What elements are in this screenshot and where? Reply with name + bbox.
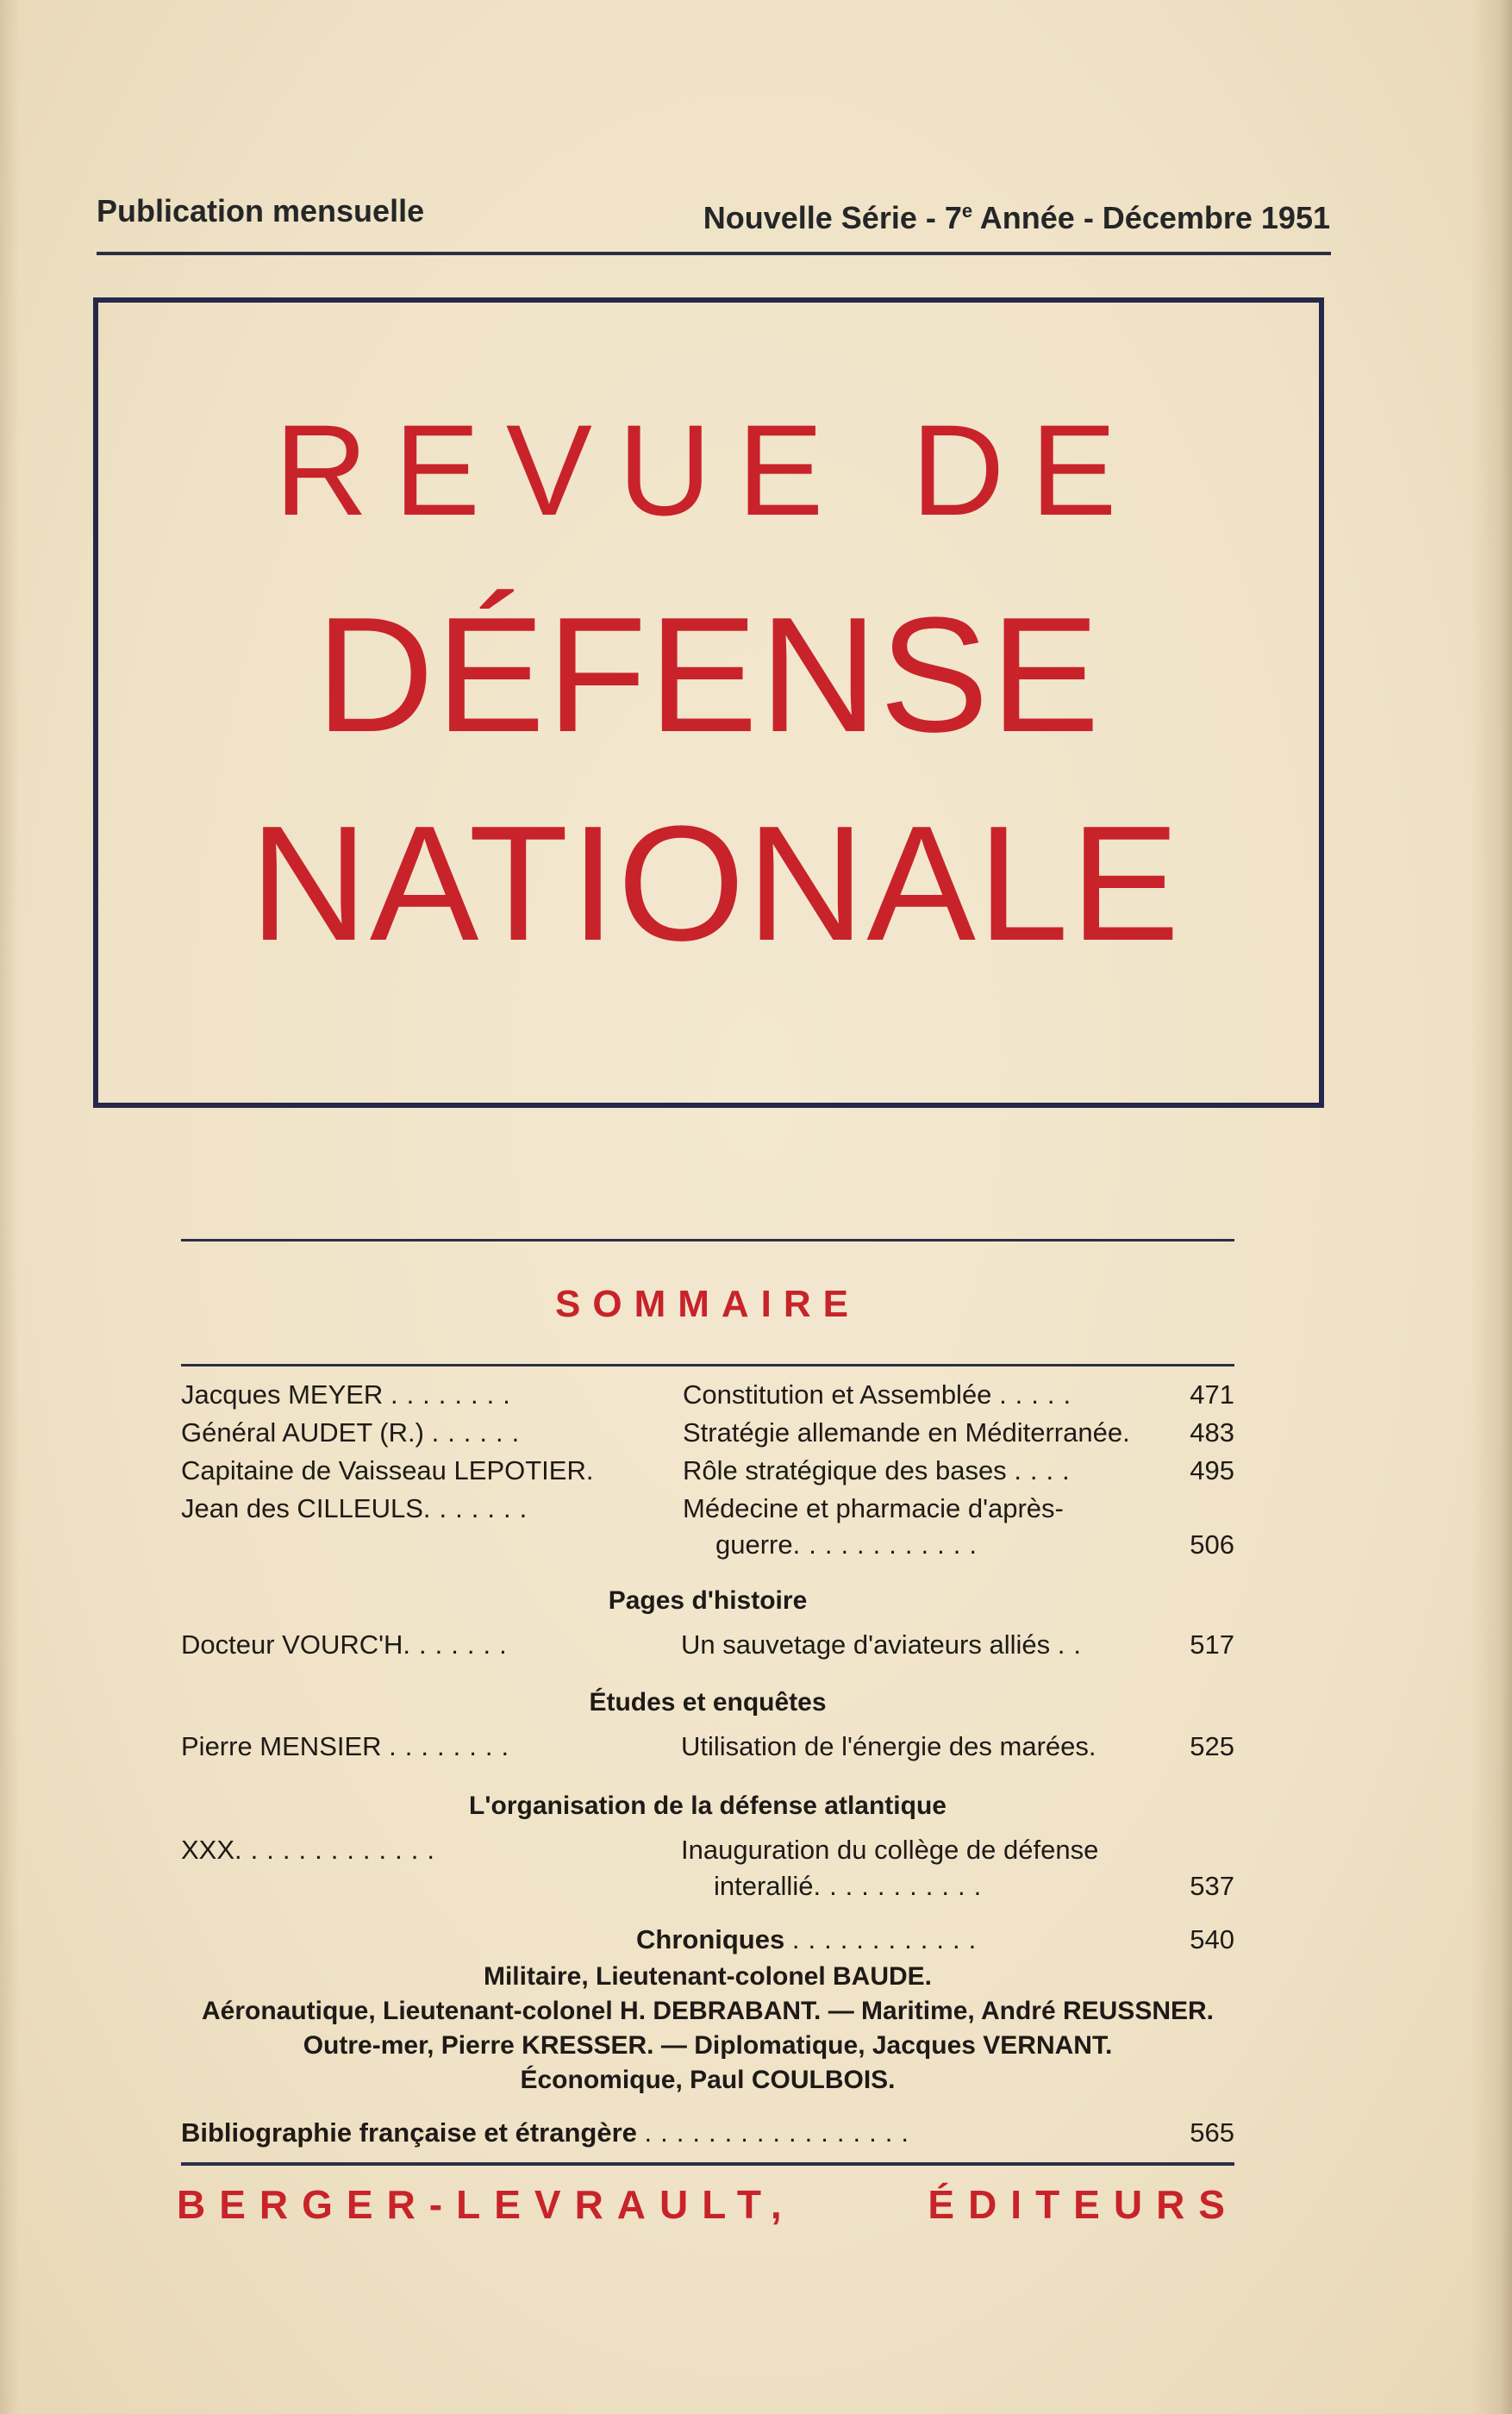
toc-article-title: Stratégie allemande en Méditerranée. bbox=[683, 1417, 1130, 1448]
toc-author-name: Jean des CILLEULS bbox=[181, 1493, 423, 1523]
issue-info-suffix: Année - Décembre 1951 bbox=[972, 200, 1330, 235]
toc-author-name: XXX bbox=[181, 1835, 235, 1865]
publisher-role: ÉDITEURS bbox=[928, 2182, 1239, 2227]
toc-author-name: Capitaine de Vaisseau LEPOTIER. bbox=[181, 1455, 594, 1485]
issue-info-prefix: Nouvelle Série - 7 bbox=[703, 200, 962, 235]
toc-entry bbox=[181, 1731, 1234, 1767]
paper-edge-shadow-right bbox=[1471, 0, 1512, 2414]
toc-page: 471 bbox=[1190, 1379, 1234, 1410]
toc-article bbox=[683, 1493, 1165, 1524]
toc-author-name: Jacques MEYER bbox=[181, 1379, 384, 1410]
toc-article bbox=[683, 1379, 1165, 1410]
leader-dots: ........ bbox=[390, 1379, 519, 1410]
chroniques-line: Militaire, Lieutenant-colonel BAUDE. bbox=[483, 1962, 933, 1991]
toc-author bbox=[181, 2117, 1155, 2148]
toc-entry bbox=[181, 1629, 1234, 1666]
toc-article bbox=[681, 1629, 1164, 1660]
leader-dots: ........ bbox=[389, 1731, 518, 1761]
section-heading-etudes: Études et enquêtes bbox=[589, 1688, 827, 1717]
issue-info-sup: e bbox=[961, 200, 973, 222]
toc-author bbox=[181, 1835, 638, 1866]
toc-page: 483 bbox=[1190, 1417, 1234, 1448]
sommaire-rule-bottom bbox=[181, 1364, 1234, 1366]
toc-entry bbox=[181, 1835, 1234, 1871]
leader-dots: ....... bbox=[403, 1629, 515, 1660]
toc-page: 537 bbox=[1190, 1871, 1234, 1901]
sommaire-rule-top bbox=[181, 1239, 1234, 1241]
leader-dots: ....... bbox=[422, 1493, 536, 1523]
leader-dots: ..... bbox=[999, 1379, 1080, 1410]
toc-article-title: Rôle stratégique des bases bbox=[683, 1455, 1007, 1485]
toc-article bbox=[683, 1455, 1165, 1486]
toc-entry bbox=[181, 1379, 1234, 1416]
toc-page: 517 bbox=[1190, 1629, 1234, 1660]
leader-dots: ............ bbox=[791, 1924, 985, 1954]
publisher-name: BERGER-LEVRAULT, bbox=[177, 2182, 796, 2227]
toc-author bbox=[181, 1417, 638, 1448]
toc-author bbox=[181, 1629, 638, 1660]
toc-entry-chroniques bbox=[181, 1924, 1234, 1961]
toc-article-title: Inauguration du collège de défense bbox=[681, 1835, 1099, 1865]
toc-entry bbox=[181, 1455, 1234, 1492]
toc-article bbox=[683, 1417, 1165, 1448]
leader-dots: ................. bbox=[644, 2117, 917, 2148]
section-heading-organisation: L'organisation de la défense atlantique bbox=[469, 1792, 947, 1820]
chroniques-label: Chroniques bbox=[636, 1924, 785, 1954]
chroniques-line: Aéronautique, Lieutenant-colonel H. DEBRABANT. — Maritime, André REUSSNER. bbox=[202, 1997, 1214, 2025]
toc-author bbox=[181, 1455, 638, 1486]
chroniques-line: Économique, Paul COULBOIS. bbox=[520, 2066, 896, 2094]
toc-article bbox=[681, 1835, 1164, 1866]
toc-page: 525 bbox=[1190, 1731, 1234, 1761]
publisher-line bbox=[177, 2181, 1239, 2228]
title-line-2: DÉFENSE bbox=[316, 584, 1102, 766]
toc-article-title: Utilisation de l'énergie des marées. bbox=[681, 1731, 1097, 1761]
toc-author-name: Docteur VOURC'H bbox=[181, 1629, 403, 1660]
toc-author bbox=[181, 1731, 638, 1762]
title-line-1: REVUE DE bbox=[274, 397, 1143, 542]
toc-article-title: guerre bbox=[715, 1529, 793, 1560]
publication-frequency: Publication mensuelle bbox=[97, 193, 425, 228]
header-rule bbox=[97, 252, 1331, 255]
toc-article bbox=[715, 1529, 1172, 1560]
title-line-3: NATIONALE bbox=[249, 792, 1182, 975]
bibliographie-label: Bibliographie française et étrangère bbox=[181, 2117, 637, 2148]
toc-author-name: Pierre MENSIER bbox=[181, 1731, 382, 1761]
toc-article-title: Constitution et Assemblée bbox=[683, 1379, 992, 1410]
leader-dots: .... bbox=[1014, 1455, 1078, 1485]
paper-edge-shadow-left bbox=[0, 0, 19, 2414]
toc-page: 565 bbox=[1190, 2117, 1234, 2148]
leader-dots: ........... bbox=[813, 1871, 990, 1901]
toc-article-title: interallié bbox=[714, 1871, 814, 1901]
toc-author bbox=[181, 1493, 638, 1524]
toc-page: 506 bbox=[1190, 1529, 1234, 1560]
issue-info bbox=[688, 200, 1330, 236]
toc-entry bbox=[181, 1493, 1234, 1529]
toc-entry bbox=[181, 1417, 1234, 1454]
toc-article bbox=[681, 1731, 1164, 1762]
section-heading-histoire: Pages d'histoire bbox=[608, 1586, 808, 1615]
toc-article-title: Un sauvetage d'aviateurs alliés bbox=[681, 1629, 1051, 1660]
publisher-rule bbox=[181, 2162, 1234, 2166]
toc-entry-bibliographie bbox=[181, 2117, 1234, 2154]
toc-entry-continued bbox=[181, 1871, 1234, 1907]
toc-author bbox=[181, 1379, 638, 1410]
sommaire-heading: SOMMAIRE bbox=[555, 1283, 860, 1325]
toc-article bbox=[714, 1871, 1171, 1902]
leader-dots: ............. bbox=[234, 1835, 443, 1865]
toc-page: 495 bbox=[1190, 1455, 1234, 1485]
toc-article-title: Médecine et pharmacie d'après- bbox=[683, 1493, 1064, 1523]
chroniques-line: Outre-mer, Pierre KRESSER. — Diplomatique, Jacques VERNANT. bbox=[303, 2031, 1113, 2060]
toc-article bbox=[636, 1924, 1171, 1955]
leader-dots: ...... bbox=[431, 1417, 528, 1448]
leader-dots: .. bbox=[1057, 1629, 1090, 1660]
toc-author-name: Général AUDET (R.) bbox=[181, 1417, 424, 1448]
toc-entry-continued bbox=[181, 1529, 1234, 1566]
leader-dots: ............ bbox=[792, 1529, 985, 1560]
toc-page: 540 bbox=[1190, 1924, 1234, 1954]
